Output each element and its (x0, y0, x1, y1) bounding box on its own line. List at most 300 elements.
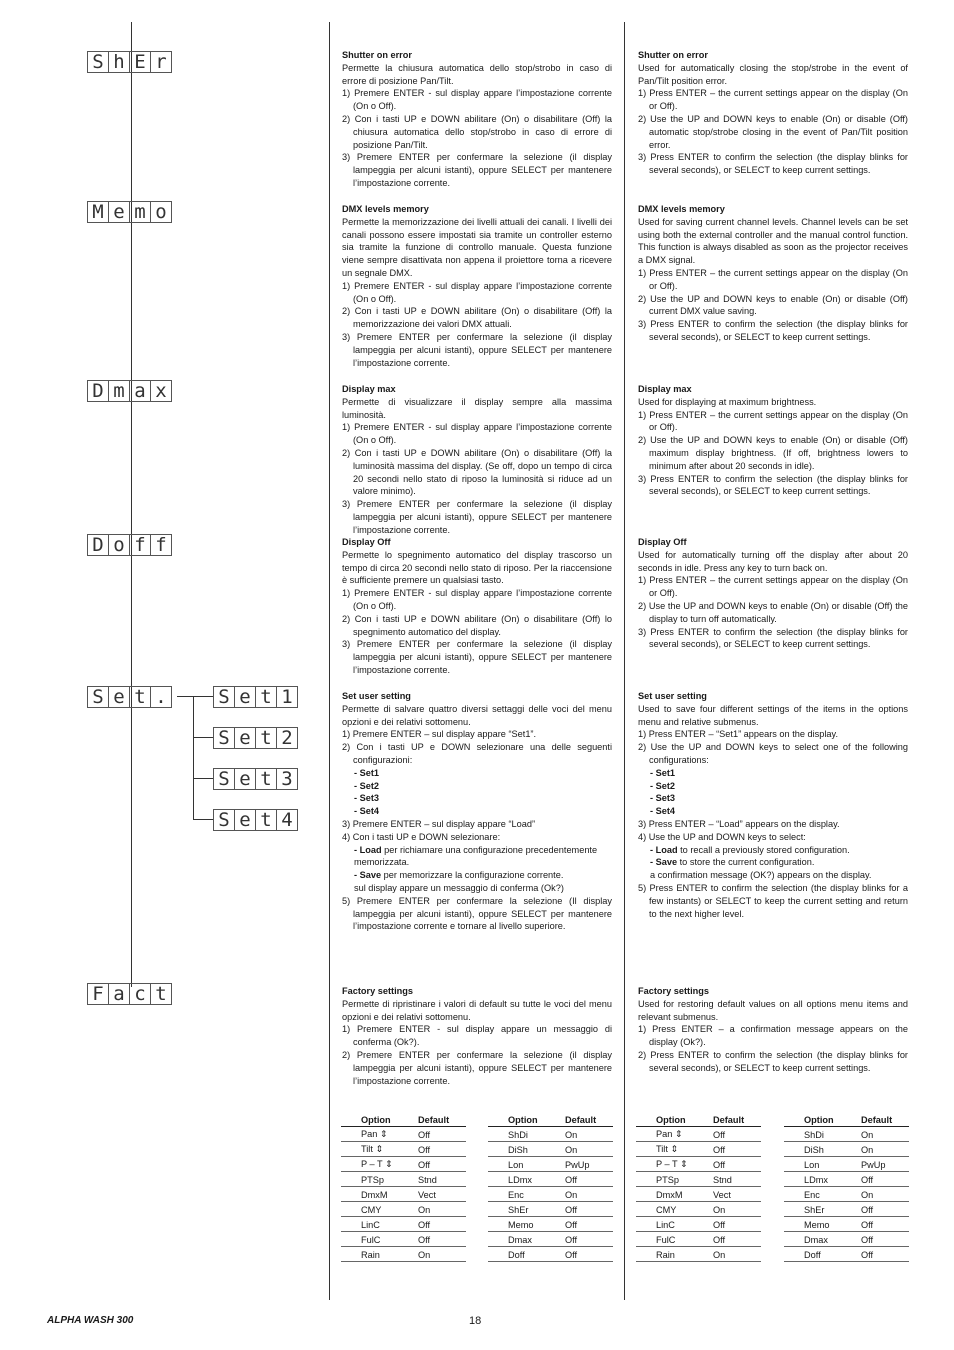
submenu-branch-line (193, 696, 194, 819)
load-key: - Load (354, 844, 382, 855)
section-intro: Permette di visualizzare il display sempre alla massima luminosità. (342, 396, 612, 420)
column-divider (624, 22, 625, 1300)
display-char: F (87, 983, 109, 1005)
step-item: 3) Press ENTER – “Load” appears on the display. (638, 818, 840, 829)
table-row (341, 1157, 466, 1172)
config-option (342, 767, 612, 780)
section-title: Factory settings (638, 986, 709, 996)
default-cell: Off (861, 1232, 909, 1247)
table-row (488, 1232, 613, 1247)
step-item: 3) Premere ENTER per confermare la selezione (il display lampeggia per alcuni istanti), oppure SELECT per mantenere l’impostazione corrente. (342, 499, 612, 535)
config-name: - Set4 (650, 806, 676, 817)
option-cell: FulC (341, 1232, 418, 1247)
display-char: t (255, 809, 277, 831)
default-cell: Off (418, 1142, 466, 1157)
option-header: Option (636, 1114, 713, 1127)
table-row (636, 1247, 761, 1262)
section-title: Shutter on error (638, 50, 708, 60)
display-char: D (87, 534, 109, 556)
option-cell: DiSh (784, 1142, 861, 1157)
option-cell: ShDi (488, 1127, 565, 1142)
display-char: h (108, 51, 130, 73)
step-item: 2) Use the UP and DOWN keys to enable (On) or disable (Off) the display to turn off automatically. (638, 600, 908, 624)
config-option (638, 780, 908, 793)
default-header: Default (861, 1114, 909, 1127)
defaults-table-it-right (488, 1114, 613, 1262)
confirm-message: a confirmation message (OK?) appears on the display. (650, 870, 872, 881)
option-cell: Dmax (488, 1232, 565, 1247)
step-item: 2) Con i tasti UP e DOWN selezionare una delle seguenti configurazioni: (342, 742, 612, 765)
option-cell: PTSp (636, 1172, 713, 1187)
section-it-memo (342, 203, 612, 369)
default-cell: Off (713, 1142, 761, 1157)
option-cell: Rain (341, 1247, 418, 1262)
display-dmax (87, 380, 171, 402)
default-cell: Off (861, 1217, 909, 1232)
option-cell: Rain (636, 1247, 713, 1262)
section-title: DMX levels memory (342, 204, 429, 214)
step-item: 3) Premere ENTER per confermare la selezione (il display lampeggia per alcuni istanti), oppure SELECT per mantenere l’impostazione corrente. (342, 152, 612, 188)
section-it-sher (342, 49, 612, 190)
section-intro: Permette di ripristinare i valori di default su tutte le voci del menu opzioni e dei relativi sottomenu. (342, 998, 612, 1022)
display-char: r (150, 51, 172, 73)
option-cell: DmxM (341, 1187, 418, 1202)
confirm-message: sul display appare un messaggio di conferma (Ok?) (354, 882, 564, 893)
step-item: 3) Press ENTER to confirm the selection (the display blinks for several seconds), or SELECT to keep current settings. (638, 152, 908, 176)
step-item: 1) Press ENTER – the current settings appear on the display (On or Off). (638, 88, 908, 112)
default-header: Default (565, 1114, 613, 1127)
default-cell: Off (861, 1202, 909, 1217)
config-name: - Set1 (354, 767, 380, 778)
option-cell: Memo (488, 1217, 565, 1232)
config-option (638, 767, 908, 780)
display-char: S (213, 768, 235, 790)
display-char: S (87, 51, 109, 73)
display-char: S (213, 727, 235, 749)
table-row (784, 1187, 909, 1202)
display-char: m (108, 380, 130, 402)
default-cell: PwUp (565, 1157, 613, 1172)
step-item: 1) Premere ENTER - sul display appare l’impostazione corrente (On o Off). (342, 422, 612, 446)
step-item: 3) Press ENTER to confirm the selection (the display blinks for several seconds), or SELECT to keep current settings. (638, 319, 908, 342)
table-row (784, 1172, 909, 1187)
display-char: t (129, 686, 151, 708)
save-option (638, 856, 908, 869)
default-cell: On (418, 1247, 466, 1262)
default-cell: On (565, 1187, 613, 1202)
default-cell: Stnd (713, 1172, 761, 1187)
column-divider (329, 22, 330, 1300)
display-char: M (87, 201, 109, 223)
step-item: 1) Premere ENTER - sul display appare l’impostazione corrente (On o Off). (342, 588, 612, 611)
step-item: 4) Use the UP and DOWN keys to select: (638, 831, 806, 842)
section-it-doff (342, 536, 612, 677)
option-cell: LDmx (488, 1172, 565, 1187)
table-row (636, 1157, 761, 1172)
display-set4 (213, 809, 297, 831)
section-intro: Permette la memorizzazione dei livelli attuali dei canali. I livelli dei canali possono essere impostati sia tramite un controller esterno sia tramite la funzione di controllo manuale. Questa funzione viene sempre disattivata non appena il proiettore torna a ricevere un segnale DMX. (342, 216, 612, 278)
config-name: - Set2 (354, 780, 380, 791)
display-char: c (129, 983, 151, 1005)
table-row (488, 1247, 613, 1262)
option-header: Option (784, 1114, 861, 1127)
table-row (488, 1202, 613, 1217)
step-list (342, 1023, 612, 1087)
display-doff (87, 534, 171, 556)
step-list (342, 728, 612, 933)
option-cell: LinC (636, 1217, 713, 1232)
defaults-table-en-right (784, 1114, 909, 1262)
table-row (636, 1127, 761, 1142)
step-item: 1) Premere ENTER – sul display appare “Set1”. (342, 729, 537, 740)
display-char: e (108, 686, 130, 708)
option-cell: Enc (784, 1187, 861, 1202)
section-it-fact (342, 985, 612, 1087)
step-item: 2) Con i tasti UP e DOWN abilitare (On) o disabilitare (Off) la memorizzazione dei valori DMX attuali. (342, 306, 612, 330)
display-char: o (150, 201, 172, 223)
display-char: 3 (276, 768, 298, 790)
option-cell: DmxM (636, 1187, 713, 1202)
display-char: a (108, 983, 130, 1005)
option-cell: P – T ⇕ (341, 1157, 418, 1172)
default-cell: Vect (418, 1187, 466, 1202)
display-char: f (150, 534, 172, 556)
option-cell: LDmx (784, 1172, 861, 1187)
table-row (341, 1247, 466, 1262)
option-cell: Tilt ⇕ (636, 1142, 713, 1157)
step-item: 5) Premere ENTER per confermare la selezione (Il display lampeggia per alcuni istanti), oppure SELECT per mantenere l’impostazione corrente e tornare al livello superiore. (342, 895, 612, 932)
config-option (342, 792, 612, 805)
default-cell: Vect (713, 1187, 761, 1202)
table-row (488, 1217, 613, 1232)
section-title: Set user setting (342, 691, 411, 701)
step-item: 1) Press ENTER – “Set1” appears on the display. (638, 729, 839, 740)
display-char: E (129, 51, 151, 73)
table-row (636, 1187, 761, 1202)
section-title: Display max (342, 384, 396, 394)
default-cell: Stnd (418, 1172, 466, 1187)
section-en-fact (638, 985, 908, 1075)
section-intro: Permette di salvare quattro diversi settaggi delle voci del menu opzioni e dei relativi sottomenu. (342, 703, 612, 727)
section-intro: Used for displaying at maximum brightness. (638, 396, 817, 407)
display-char: 2 (276, 727, 298, 749)
default-cell: Off (418, 1232, 466, 1247)
step-item: 3) Press ENTER to confirm the selection (the display blinks for several seconds), or SELECT to keep current settings. (638, 473, 908, 497)
config-option (638, 792, 908, 805)
table-row (636, 1142, 761, 1157)
option-cell: ShDi (784, 1127, 861, 1142)
default-cell: On (861, 1142, 909, 1157)
option-cell: Doff (488, 1247, 565, 1262)
table-row (488, 1157, 613, 1172)
option-header: Option (341, 1114, 418, 1127)
table-row (488, 1127, 613, 1142)
display-memo (87, 201, 171, 223)
option-cell: Enc (488, 1187, 565, 1202)
display-char: t (255, 727, 277, 749)
section-title: DMX levels memory (638, 204, 725, 214)
step-item: 3) Premere ENTER per confermare la selezione (il display lampeggia per alcuni istanti), oppure SELECT per mantenere l’impostazione corrente. (342, 331, 612, 368)
table-row (636, 1202, 761, 1217)
load-option (638, 844, 908, 857)
step-list (638, 267, 908, 344)
table-row (341, 1217, 466, 1232)
display-char: 4 (276, 809, 298, 831)
option-cell: Pan ⇕ (341, 1127, 418, 1142)
config-name: - Set3 (354, 793, 380, 804)
step-list (638, 1023, 908, 1074)
section-en-set (638, 690, 908, 920)
display-char: e (234, 686, 256, 708)
load-text: to recall a previously stored configuration. (677, 844, 850, 855)
option-cell: ShEr (784, 1202, 861, 1217)
display-char: D (87, 380, 109, 402)
table-row (488, 1142, 613, 1157)
step-list (638, 87, 908, 177)
step-item: 2) Use the UP and DOWN keys to select one of the following configurations: (638, 742, 908, 765)
default-cell: Off (418, 1127, 466, 1142)
display-set2 (213, 727, 297, 749)
save-key: - Save (650, 857, 678, 868)
option-cell: Tilt ⇕ (341, 1142, 418, 1157)
step-item: 3) Press ENTER to confirm the selection (the display blinks for several seconds), or SELECT to keep current settings. (638, 626, 908, 650)
table-row (784, 1232, 909, 1247)
option-cell: P – T ⇕ (636, 1157, 713, 1172)
config-option (638, 805, 908, 818)
display-char: 1 (276, 686, 298, 708)
step-item: 1) Premere ENTER - sul display appare un messaggio di conferma (Ok?). (342, 1024, 612, 1048)
save-option (342, 869, 612, 882)
table-row (636, 1172, 761, 1187)
option-cell: CMY (636, 1202, 713, 1217)
step-list (638, 728, 908, 920)
table-row (784, 1247, 909, 1262)
section-title: Factory settings (342, 986, 413, 996)
section-en-doff (638, 536, 908, 651)
menu-tree-trunk (131, 22, 132, 987)
table-row (341, 1142, 466, 1157)
default-cell: On (713, 1247, 761, 1262)
option-cell: PTSp (341, 1172, 418, 1187)
step-item: 3) Premere ENTER per confermare la selezione (il display lampeggia per alcuni istanti), oppure SELECT per mantenere l’impostazione corrente. (342, 639, 612, 675)
step-item: 1) Press ENTER – the current settings appear on the display (On or Off). (638, 575, 908, 599)
display-char: t (255, 768, 277, 790)
submenu-branch-tick (193, 737, 213, 738)
step-item: 2) Use the UP and DOWN keys to enable (On) or disable (Off) current DMX value saving. (638, 293, 908, 317)
display-char: e (234, 809, 256, 831)
table-header-row (636, 1114, 761, 1127)
default-cell: Off (418, 1217, 466, 1232)
display-char: o (108, 534, 130, 556)
table-header-row (784, 1114, 909, 1127)
display-fact (87, 983, 171, 1005)
step-item: 1) Press ENTER – the current settings appear on the display (On or Off). (638, 409, 908, 433)
table-row (488, 1172, 613, 1187)
option-cell: ShEr (488, 1202, 565, 1217)
config-name: - Set2 (650, 780, 676, 791)
table-row (341, 1232, 466, 1247)
display-char: . (150, 686, 172, 708)
table-row (784, 1157, 909, 1172)
step-item: 3) Premere ENTER – sul display appare “Load” (342, 818, 536, 829)
display-set3 (213, 768, 297, 790)
display-char: t (150, 983, 172, 1005)
display-set (87, 686, 171, 708)
step-item: 2) Use the UP and DOWN keys to enable (On) or disable (Off) maximum display brightness. (If off, brightness lowers to minimum after about 20 seconds in idle). (638, 435, 908, 471)
section-intro: Used for automatically turning off the display after about 20 seconds in idle. Press any key to turn back on. (638, 549, 908, 573)
submenu-branch-tick (193, 778, 213, 779)
default-cell: On (861, 1127, 909, 1142)
load-option (342, 844, 612, 870)
config-name: - Set1 (650, 767, 676, 778)
default-header: Default (418, 1114, 466, 1127)
step-item: 4) Con i tasti UP e DOWN selezionare: (342, 831, 501, 842)
submenu-branch-tick (193, 819, 213, 820)
display-char: S (87, 686, 109, 708)
option-cell: Memo (784, 1217, 861, 1232)
save-text: to store the current configuration. (677, 857, 815, 868)
step-list (638, 409, 908, 499)
table-row (341, 1127, 466, 1142)
section-intro: Used to save four different settings of the items in the options menu and relative submenus. (638, 703, 908, 727)
table-row (488, 1187, 613, 1202)
default-cell: Off (565, 1202, 613, 1217)
save-key: - Save (354, 870, 382, 881)
default-cell: On (713, 1202, 761, 1217)
option-cell: Dmax (784, 1232, 861, 1247)
section-title: Set user setting (638, 691, 707, 701)
step-item: 2) Premere ENTER per confermare la selezione (il display lampeggia per alcuni istanti), oppure SELECT per mantenere l’impostazione corrente. (342, 1049, 612, 1086)
display-char: e (234, 768, 256, 790)
default-cell: Off (713, 1217, 761, 1232)
defaults-table-en-left (636, 1114, 761, 1262)
step-list (342, 87, 612, 189)
table-row (341, 1187, 466, 1202)
default-cell: On (565, 1127, 613, 1142)
display-set1 (213, 686, 297, 708)
table-row (784, 1217, 909, 1232)
option-cell: Lon (488, 1157, 565, 1172)
table-row (784, 1202, 909, 1217)
display-char: f (129, 534, 151, 556)
section-intro: Used for saving current channel levels. Channel levels can be set using both the external controller and the manual control function. This function is always disabled as soon as the projector receives a DMX signal. (638, 216, 908, 266)
display-sher (87, 51, 171, 73)
step-list (342, 587, 612, 677)
default-cell: Off (713, 1232, 761, 1247)
step-item: 2) Press ENTER to confirm the selection (the display blinks for several seconds), or SELECT to keep current settings. (638, 1049, 908, 1073)
section-it-set (342, 690, 612, 933)
table-row (341, 1202, 466, 1217)
step-item: 2) Con i tasti UP e DOWN abilitare (On) o disabilitare (Off) la chiusura automatica dello stop/strobo in caso di errore di posizione Pan/Tilt. (342, 113, 612, 150)
default-cell: PwUp (861, 1157, 909, 1172)
section-intro: Used for automatically closing the stop/strobe in the event of Pan/Tilt position error. (638, 62, 908, 86)
default-cell: Off (861, 1247, 909, 1262)
default-cell: On (565, 1142, 613, 1157)
load-key: - Load (650, 844, 678, 855)
section-title: Display Off (342, 537, 391, 547)
option-cell: CMY (341, 1202, 418, 1217)
step-item: 2) Use the UP and DOWN keys to enable (On) or disable (Off) automatic stop/strobe closing in the event of Pan/Tilt position error. (638, 113, 908, 150)
step-item: 5) Press ENTER to confirm the selection (the display blinks for a few instants) or SELECT to keep the current setting and return to the next higher level. (638, 882, 908, 919)
table-row (636, 1217, 761, 1232)
step-list (638, 574, 908, 651)
default-cell: Off (565, 1217, 613, 1232)
config-option (342, 805, 612, 818)
step-item: 1) Press ENTER – the current settings appear on the display (On or Off). (638, 267, 908, 291)
section-en-memo (638, 203, 908, 344)
option-cell: FulC (636, 1232, 713, 1247)
table-row (341, 1172, 466, 1187)
config-option (342, 780, 612, 793)
option-cell: Lon (784, 1157, 861, 1172)
option-cell: Pan ⇕ (636, 1127, 713, 1142)
default-cell: Off (861, 1172, 909, 1187)
section-en-sher (638, 49, 908, 177)
step-list (342, 280, 612, 370)
default-cell: On (418, 1202, 466, 1217)
step-item: 1) Press ENTER – a confirmation message appears on the display (Ok?). (638, 1024, 908, 1048)
load-text: per richiamare una configurazione precedentemente memorizzata. (354, 844, 598, 868)
table-row (784, 1142, 909, 1157)
section-title: Display max (638, 384, 692, 394)
section-title: Shutter on error (342, 50, 412, 60)
default-header: Default (713, 1114, 761, 1127)
display-char: t (255, 686, 277, 708)
display-char: e (108, 201, 130, 223)
default-cell: Off (565, 1247, 613, 1262)
option-header: Option (488, 1114, 565, 1127)
display-char: a (129, 380, 151, 402)
default-cell: Off (713, 1127, 761, 1142)
footer-product-title: ALPHA WASH 300 (47, 1315, 134, 1326)
section-it-dmax (342, 383, 612, 537)
section-intro: Used for restoring default values on all options menu items and relevant submenus. (638, 998, 908, 1022)
step-list (342, 421, 612, 536)
section-intro: Permette la chiusura automatica dello stop/strobo in caso di errore di posizione Pan/Tilt. (342, 62, 612, 86)
default-cell: Off (713, 1157, 761, 1172)
section-title: Display Off (638, 537, 687, 547)
default-cell: Off (565, 1232, 613, 1247)
table-header-row (488, 1114, 613, 1127)
table-header-row (341, 1114, 466, 1127)
display-char: S (213, 809, 235, 831)
display-char: x (150, 380, 172, 402)
page-number: 18 (469, 1315, 482, 1327)
step-item: 2) Con i tasti UP e DOWN abilitare (On) o disabilitare (Off) lo spegnimento automatico del display. (342, 613, 612, 637)
display-char: e (234, 727, 256, 749)
config-name: - Set3 (650, 793, 676, 804)
submenu-branch-link (177, 696, 213, 697)
table-row (784, 1127, 909, 1142)
save-text: per memorizzare la configurazione corrente. (381, 870, 564, 881)
step-item: 2) Con i tasti UP e DOWN abilitare (On) o disabilitare (Off) la luminosità massima del display. (Se off, dopo un tempo di circa 20 secondi nello stato di riposo la luminosità si riduce ad un valore minimo). (342, 447, 612, 497)
section-en-dmax (638, 383, 908, 498)
default-cell: Off (418, 1157, 466, 1172)
defaults-table-it-left (341, 1114, 466, 1262)
default-cell: Off (565, 1172, 613, 1187)
option-cell: Doff (784, 1247, 861, 1262)
section-intro: Permette lo spegnimento automatico del display trascorso un tempo di circa 20 secondi nello stato di riposo. Per la riaccensione è sufficiente premere un qualsiasi tasto. (342, 549, 612, 586)
display-char: m (129, 201, 151, 223)
step-item: 1) Premere ENTER - sul display appare l’impostazione corrente (On o Off). (342, 88, 612, 112)
option-cell: LinC (341, 1217, 418, 1232)
option-cell: DiSh (488, 1142, 565, 1157)
config-name: - Set4 (354, 806, 380, 817)
table-row (636, 1232, 761, 1247)
display-char: S (213, 686, 235, 708)
step-item: 1) Premere ENTER - sul display appare l’impostazione corrente (On o Off). (342, 280, 612, 304)
default-cell: On (861, 1187, 909, 1202)
